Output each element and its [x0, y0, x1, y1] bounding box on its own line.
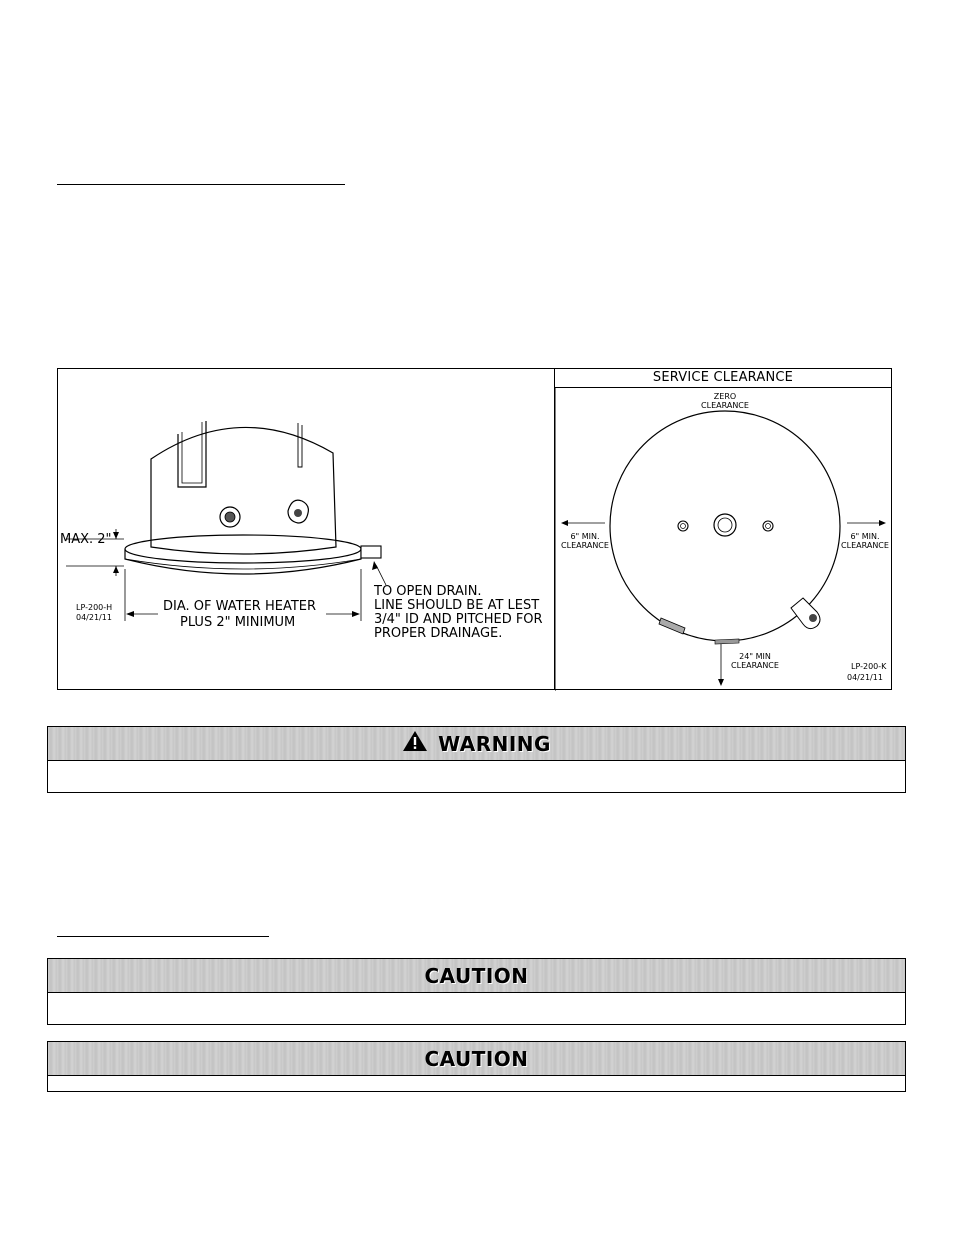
warning-box — [47, 726, 906, 793]
left-drawing-code-2: 04/21/11 — [76, 613, 112, 622]
left-drawing-code-1: LP-200-H — [76, 603, 113, 612]
bottom-clearance-line2: CLEARANCE — [731, 661, 779, 670]
drain-pan-diagram — [58, 369, 554, 689]
max-label: MAX. 2" — [60, 532, 112, 547]
right-clearance-line1: 6" MIN. — [850, 532, 880, 541]
service-clearance-drawing — [555, 388, 890, 691]
heater-top-view — [610, 411, 840, 641]
warning-label: WARNING — [438, 731, 551, 756]
caution-box-2 — [47, 1041, 906, 1092]
drain-pan-drawing — [58, 369, 554, 691]
warning-triangle-icon — [402, 730, 428, 757]
dia-label-line1: DIA. OF WATER HEATER — [163, 599, 317, 614]
left-clearance-line1: 6" MIN. — [570, 532, 600, 541]
caution-label-2: CAUTION — [424, 1046, 529, 1071]
caution-label-1: CAUTION — [424, 963, 529, 988]
top-clearance-line2: CLEARANCE — [701, 401, 749, 410]
drain-pipe — [361, 546, 381, 558]
right-drawing-code-2: 04/21/11 — [847, 673, 883, 682]
drain-pan-figure — [57, 368, 892, 690]
caution-header-1 — [48, 959, 905, 993]
section-heading-rule-1 — [57, 184, 345, 185]
right-clearance-line2: CLEARANCE — [841, 541, 889, 550]
caution-box-1 — [47, 958, 906, 1025]
section-heading-rule-2 — [57, 936, 269, 937]
service-clearance-title: SERVICE CLEARANCE — [555, 369, 891, 388]
service-clearance-diagram — [555, 388, 891, 691]
top-clearance-line1: ZERO — [713, 392, 737, 401]
bottom-fitting — [659, 618, 685, 634]
side-valve — [791, 598, 820, 629]
drain-label-line1: TO OPEN DRAIN. — [374, 584, 482, 599]
service-clearance-panel — [554, 369, 891, 689]
warning-header — [48, 727, 905, 761]
drain-label-line3: 3/4" ID AND PITCHED FOR — [374, 612, 543, 627]
dia-label-line2: PLUS 2" MINIMUM — [180, 615, 296, 630]
drain-label-line2: LINE SHOULD BE AT LEST — [374, 598, 540, 613]
bottom-clearance-line1: 24" MIN — [739, 652, 771, 661]
right-drawing-code-1: LP-200-K — [851, 662, 887, 671]
caution-header-2 — [48, 1042, 905, 1076]
left-clearance-line2: CLEARANCE — [561, 541, 609, 550]
drain-label-line4: PROPER DRAINAGE. — [374, 626, 503, 641]
